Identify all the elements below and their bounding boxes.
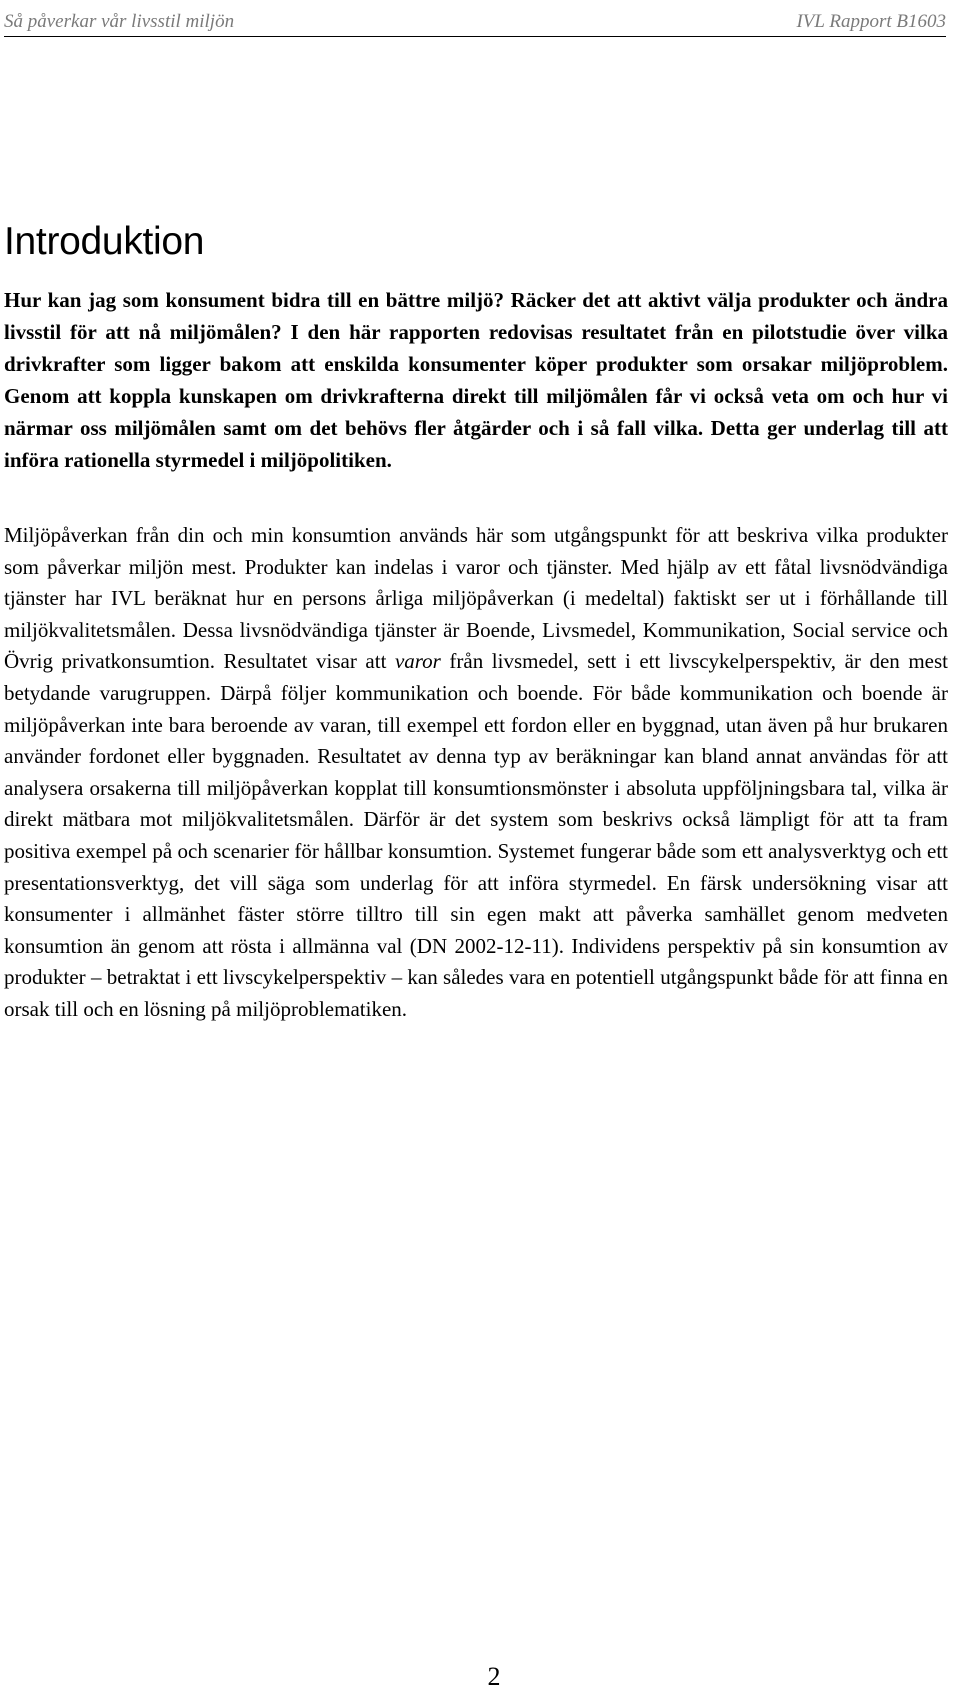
- header-report-number: IVL Rapport B1603: [796, 11, 946, 32]
- page-number: 2: [487, 1662, 501, 1691]
- running-header: [4, 8, 946, 37]
- emphasized-word: varor: [394, 649, 441, 674]
- chapter-title: Introduktion: [4, 220, 205, 263]
- body-text-part-1: Miljöpåverkan från din och min konsumtion används här som utgångspunkt för att beskriva vilka produkter som påverkar miljön mest. Produkter kan indelas i varor och tjänster. Med hjälp av ett fåtal livsnödvändiga tjänster har IVL beräknat hur en persons årliga miljöpåverkan (i medeltal) faktiskt ser ut i förhållande till miljökvalitetsmålen. Dessa livsnödvändiga tjänster är Boende, Livsmedel, Kommunikation, Social service och Övrig privatkonsumtion. Resultatet visar att: [4, 523, 948, 674]
- body-paragraph: [4, 520, 948, 1026]
- header-report-title: Så påverkar vår livsstil miljön: [4, 11, 235, 32]
- body-text-part-2: från livsmedel, sett i ett livscykelperspektiv, är den mest betydande varugruppen. Därpå följer kommunikation och boende. För både kommunikation och boende är miljöpåverkan inte bara beroende av varan, till exempel ett fordon eller en byggnad, utan även på hur brukaren använder fordonet eller byggnaden. Resultatet av denna typ av beräkningar kan bland annat användas för att analysera orsakerna till miljöpåverkan kopplat till konsumtionsmönster i absoluta uppföljningsbara tal, vilka är direkt mätbara mot miljökvalitetsmålen. Därför är det system som beskrivs också lämpligt för att ta fram positiva exempel på och scenarier för hållbar konsumtion. Systemet fungerar både som ett analysverktyg och ett presentationsverktyg, det vill säga som underlag för att införa styrmedel. En färsk undersökning visar att konsumenter i allmänhet fäster större tilltro till sin egen makt att påverka samhället genom medveten konsumtion än genom att rösta i allmänna val (DN 2002-12-11). Individens perspektiv på sin konsumtion av produkter – betraktat i ett livscykelperspektiv – kan således vara en potentiell utgångspunkt både för att finna en orsak till och en lösning på miljöproblematiken.: [4, 649, 949, 1021]
- lead-paragraph: Hur kan jag som konsument bidra till en bättre miljö? Räcker det att aktivt välja produkter och ändra livsstil för att nå miljömålen? I den här rapporten redovisas resultatet från en pilotstudie över vilka drivkrafter som ligger bakom att enskilda konsumenter köper produkter som orsakar miljöproblem. Genom att koppla kunskapen om drivkrafterna direkt till miljömålen får vi också veta om och hur vi närmar oss miljömålen samt om det behövs fler åtgärder och i så fall vilka. Detta ger underlag till att införa rationella styrmedel i miljöpolitiken.: [4, 288, 948, 472]
